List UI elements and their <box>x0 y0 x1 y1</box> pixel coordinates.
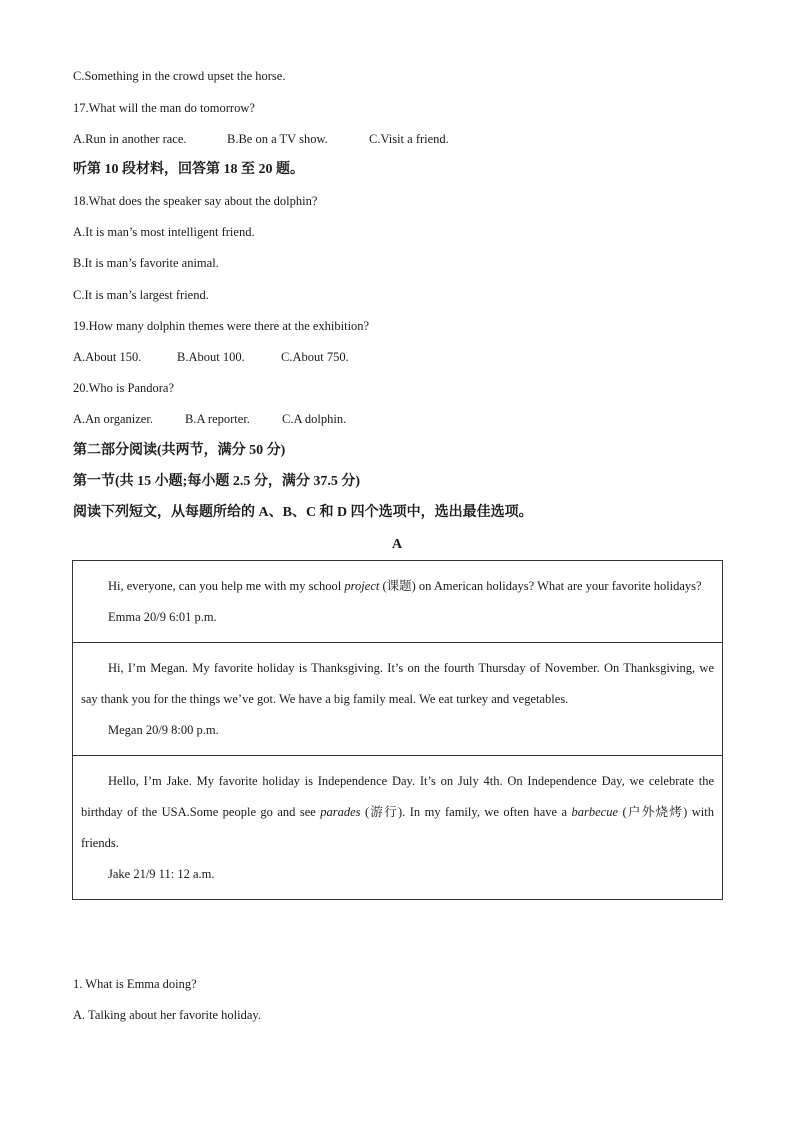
q20-option-b: B.A reporter. <box>185 412 250 426</box>
q20-option-c: C.A dolphin. <box>282 412 347 426</box>
q18-option-a: A.It is man’s most intelligent friend. <box>73 225 255 239</box>
post-jake <box>73 756 722 899</box>
section10-heading: 听第 10 段材料，回答第 18 至 20 题。 <box>73 162 304 177</box>
post-megan <box>73 643 722 756</box>
q19-option-a: A.About 150. <box>73 350 142 364</box>
post-signature: Jake 21/9 11: 12 a.m. <box>108 867 215 881</box>
q17-option-a: A.Run in another race. <box>73 132 187 146</box>
post-signature: Emma 20/9 6:01 p.m. <box>108 610 217 624</box>
post-body: Hello, I’m Jake. My favorite holiday is Independence Day. It’s on July 4th. On Independence Day, we celebrate the birthday of the USA.Some people go and see parades (游行). In my family, we often have a barbecue (户外烧烤) with friends. <box>81 774 714 850</box>
q20-options <box>73 411 346 427</box>
q17-option-c: C.Visit a friend. <box>369 132 449 146</box>
q19-options <box>73 349 349 365</box>
post-body: Hi, everyone, can you help me with my school project (课题) on American holidays? What are your favorite holidays? <box>108 579 702 593</box>
q17-option-b: B.Be on a TV show. <box>227 132 328 146</box>
q18-option-c: C.It is man’s largest friend. <box>73 288 209 302</box>
q17-options <box>73 131 449 147</box>
q19-option-b: B.About 100. <box>177 350 245 364</box>
q1-option-a: A. Talking about her favorite holiday. <box>73 1008 261 1022</box>
post-body: Hi, I’m Megan. My favorite holiday is Thanksgiving. It’s on the fourth Thursday of November. On Thanksgiving, we say thank you for the things we’ve got. We have a big family meal. We eat turkey and vegetables. <box>81 661 714 706</box>
part-heading: 第二部分阅读(共两节，满分 50 分) <box>73 443 286 458</box>
q19-option-c: C.About 750. <box>281 350 349 364</box>
passage-label: A <box>391 537 403 552</box>
q17-question: 17.What will the man do tomorrow? <box>73 101 255 115</box>
q1-question: 1. What is Emma doing? <box>73 977 197 991</box>
q18-question: 18.What does the speaker say about the dolphin? <box>73 194 318 208</box>
q20-question: 20.Who is Pandora? <box>73 381 175 395</box>
post-emma <box>73 561 722 643</box>
post-signature: Megan 20/9 8:00 p.m. <box>108 723 219 737</box>
section-heading: 第一节(共 15 小题;每小题 2.5 分，满分 37.5 分) <box>73 474 360 489</box>
q16-option-c: C.Something in the crowd upset the horse. <box>73 69 286 83</box>
q18-option-b: B.It is man’s favorite animal. <box>73 256 219 270</box>
post-table <box>72 560 723 900</box>
instruction: 阅读下列短文，从每题所给的 A、B、C 和 D 四个选项中，选出最佳选项。 <box>73 505 533 520</box>
q20-option-a: A.An organizer. <box>73 412 153 426</box>
q19-question: 19.How many dolphin themes were there at the exhibition? <box>73 319 370 333</box>
